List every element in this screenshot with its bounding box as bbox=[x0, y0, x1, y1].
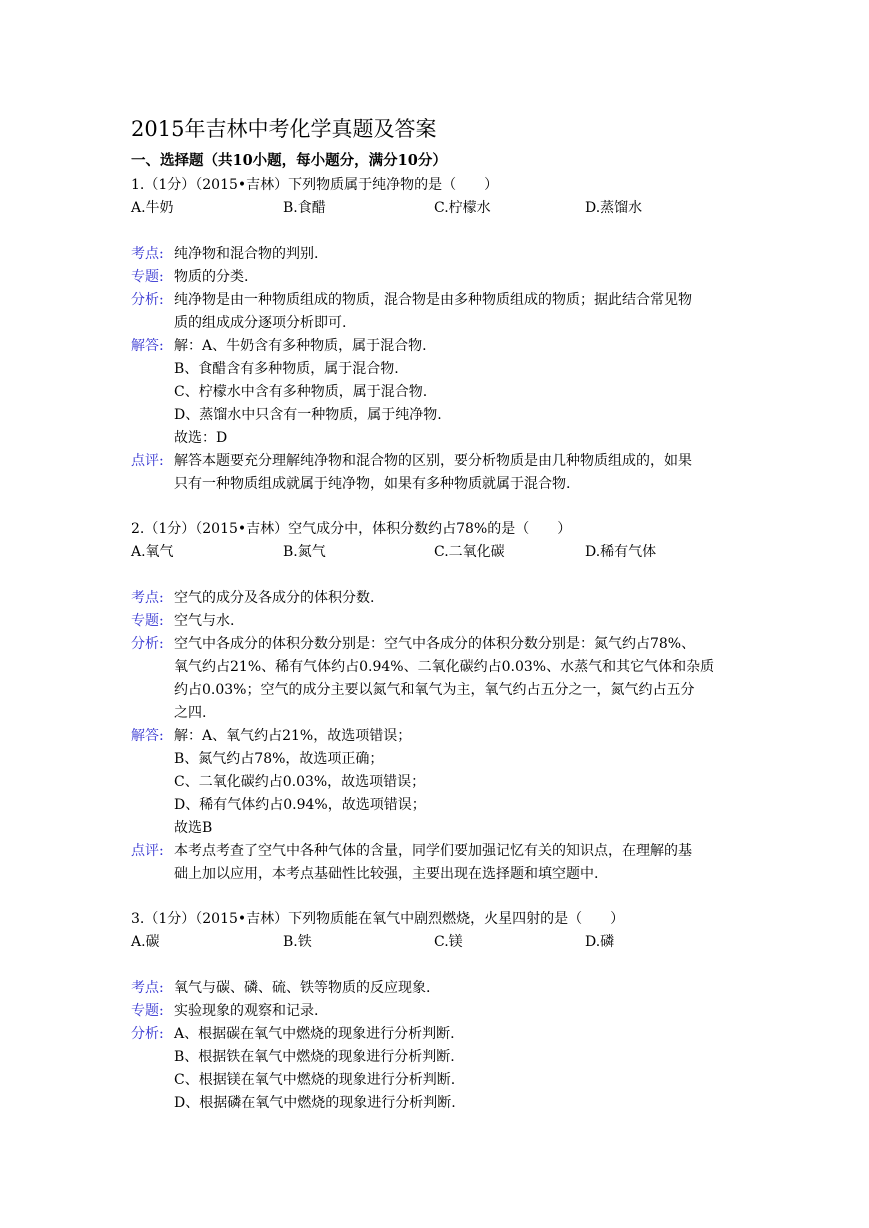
section-heading: 一、选择题（共10小题，每小题分，满分10分） bbox=[131, 152, 447, 169]
document-title: 2015年吉林中考化学真题及答案 bbox=[131, 117, 437, 141]
q2-jieda-label: 解答: bbox=[131, 728, 164, 744]
q3-option-b: B.铁 bbox=[283, 934, 312, 950]
q1-dianping-line: 解答本题要充分理解纯净物和混合物的区别，要分析物质是由几种物质组成的，如果 bbox=[174, 453, 692, 469]
q1-option-c: C.柠檬水 bbox=[434, 200, 491, 216]
q1-jieda-line: B、食醋含有多种物质，属于混合物. bbox=[174, 361, 399, 377]
q1-fenxi-line: 纯净物是由一种物质组成的物质，混合物是由多种物质组成的物质；据此结合常见物 bbox=[174, 292, 692, 308]
q2-dianping-line: 础上加以应用，本考点基础性比较强，主要出现在选择题和填空题中. bbox=[174, 866, 599, 882]
q2-zhuanti-text: 空气与水. bbox=[174, 613, 235, 629]
q2-fenxi-line: 约占0.03%；空气的成分主要以氮气和氧气为主，氧气约占五分之一，氮气约占五分 bbox=[174, 682, 695, 698]
q2-option-a: A.氧气 bbox=[131, 544, 174, 560]
q2-jieda-line: 解：A、氧气约占21%，故选项错误； bbox=[174, 728, 412, 744]
q3-fenxi-line: B、根据铁在氧气中燃烧的现象进行分析判断. bbox=[174, 1049, 455, 1065]
q3-option-d: D.磷 bbox=[585, 934, 615, 950]
q2-option-d: D.稀有气体 bbox=[585, 544, 657, 560]
question-1-stem: 1.（1分）（2015•吉林）下列物质属于纯净物的是（ ） bbox=[131, 177, 499, 193]
q3-option-a: A.碳 bbox=[131, 934, 160, 950]
q2-fenxi-line: 氧气约占21%、稀有气体约占0.94%、二氧化碳约占0.03%、水蒸气和其它气体和杂质 bbox=[174, 659, 715, 675]
q2-dianping-label: 点评: bbox=[131, 843, 164, 859]
question-3-stem: 3.（1分）（2015•吉林）下列物质能在氧气中剧烈燃烧，火星四射的是（ ） bbox=[131, 911, 625, 927]
q2-kaodian-text: 空气的成分及各成分的体积分数. bbox=[174, 590, 375, 606]
q1-jieda-line: D、蒸馏水中只含有一种物质，属于纯净物. bbox=[174, 407, 442, 423]
q1-option-d: D.蒸馏水 bbox=[585, 200, 643, 216]
q2-dianping-line: 本考点考查了空气中各种气体的含量，同学们要加强记忆有关的知识点，在理解的基 bbox=[174, 843, 692, 859]
q3-fenxi-line: C、根据镁在氧气中燃烧的现象进行分析判断. bbox=[174, 1072, 456, 1088]
q3-kaodian-label: 考点: bbox=[131, 980, 164, 996]
q1-jieda-line: 故选：D bbox=[174, 430, 228, 446]
q3-zhuanti-label: 专题: bbox=[131, 1003, 164, 1019]
q3-fenxi-line: A、根据碳在氧气中燃烧的现象进行分析判断. bbox=[174, 1026, 455, 1042]
q2-jieda-line: B、氮气约占78%，故选项正确； bbox=[174, 751, 384, 767]
q2-option-c: C.二氧化碳 bbox=[434, 544, 505, 560]
q1-dianping-line: 只有一种物质组成就属于纯净物，如果有多种物质就属于混合物. bbox=[174, 476, 571, 492]
q3-fenxi-label: 分析: bbox=[131, 1026, 164, 1042]
q1-fenxi-line: 质的组成成分逐项分析即可. bbox=[174, 315, 347, 331]
q1-zhuanti-label: 专题: bbox=[131, 269, 164, 285]
q2-jieda-line: D、稀有气体约占0.94%，故选项错误； bbox=[174, 797, 426, 813]
q1-dianping-label: 点评: bbox=[131, 453, 164, 469]
q1-jieda-line: C、柠檬水中含有多种物质，属于混合物. bbox=[174, 384, 428, 400]
q3-option-c: C.镁 bbox=[434, 934, 463, 950]
q1-zhuanti-text: 物质的分类. bbox=[174, 269, 249, 285]
q3-fenxi-line: D、根据磷在氧气中燃烧的现象进行分析判断. bbox=[174, 1095, 456, 1111]
q2-fenxi-label: 分析: bbox=[131, 636, 164, 652]
q1-kaodian-label: 考点: bbox=[131, 246, 164, 262]
q1-jieda-label: 解答: bbox=[131, 338, 164, 354]
question-2-stem: 2.（1分）（2015•吉林）空气成分中，体积分数约占78%的是（ ） bbox=[131, 521, 572, 537]
q3-kaodian-text: 氧气与碳、磷、硫、铁等物质的反应现象. bbox=[174, 980, 431, 996]
q1-jieda-line: 解：A、牛奶含有多种物质，属于混合物. bbox=[174, 338, 427, 354]
q2-fenxi-line: 空气中各成分的体积分数分别是：空气中各成分的体积分数分别是：氮气约占78%、 bbox=[174, 636, 696, 652]
q1-option-b: B.食醋 bbox=[283, 200, 326, 216]
q1-kaodian-text: 纯净物和混合物的判别. bbox=[174, 246, 319, 262]
q3-zhuanti-text: 实验现象的观察和记录. bbox=[174, 1003, 319, 1019]
q2-jieda-line: 故选B bbox=[174, 820, 213, 836]
q2-kaodian-label: 考点: bbox=[131, 590, 164, 606]
q2-option-b: B.氮气 bbox=[283, 544, 326, 560]
q1-fenxi-label: 分析: bbox=[131, 292, 164, 308]
q2-jieda-line: C、二氧化碳约占0.03%，故选项错误； bbox=[174, 774, 426, 790]
q2-zhuanti-label: 专题: bbox=[131, 613, 164, 629]
q1-option-a: A.牛奶 bbox=[131, 200, 174, 216]
q2-fenxi-line: 之四. bbox=[174, 705, 207, 721]
